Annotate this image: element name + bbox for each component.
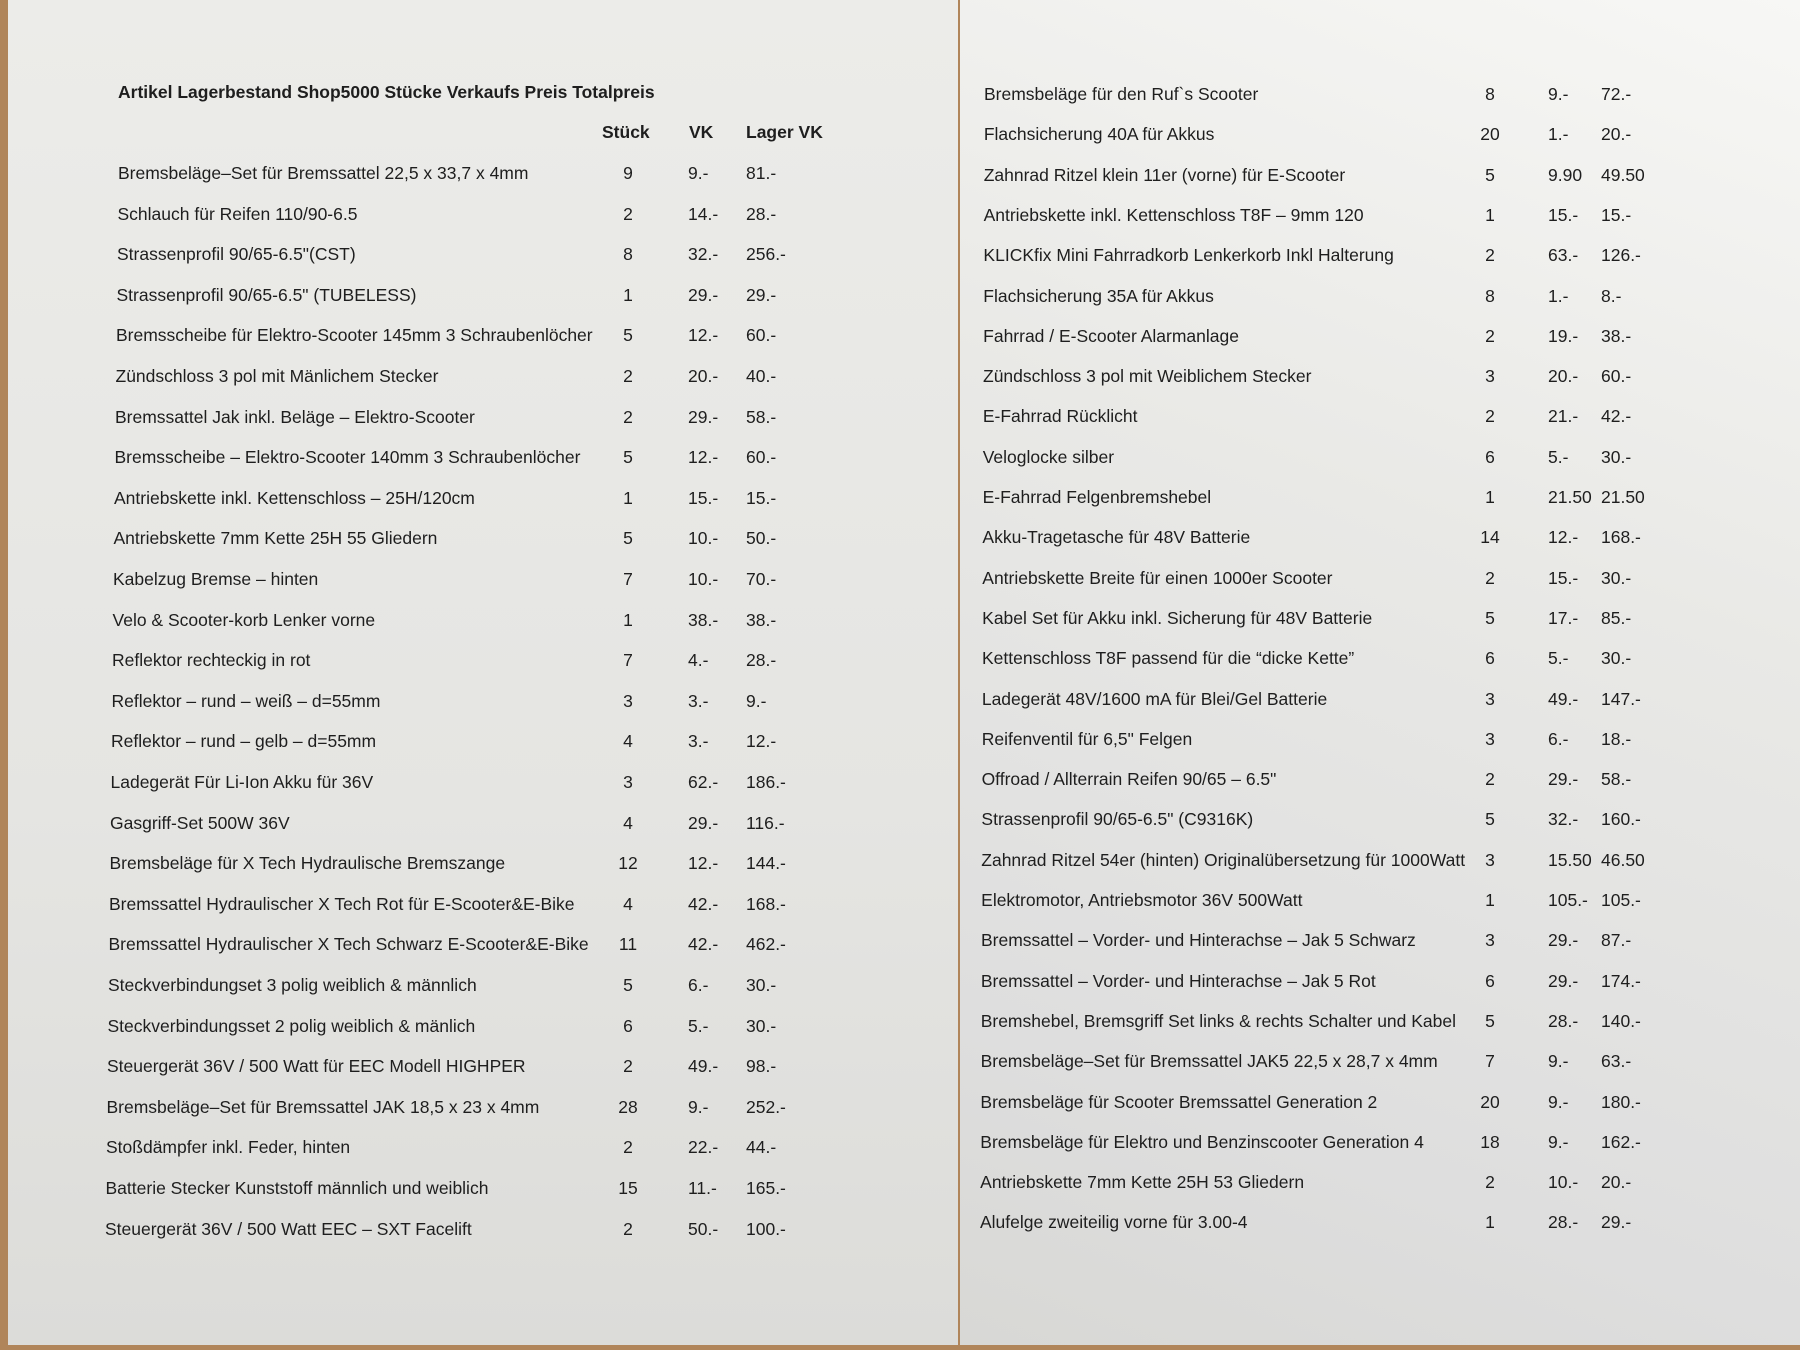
item-name: Elektromotor, Antriebsmotor 36V 500Watt — [981, 890, 1303, 910]
item-qty: 2 — [623, 1218, 633, 1239]
item-qty: 9 — [623, 163, 633, 183]
item-total: 30.- — [746, 1015, 777, 1036]
item-price: 42.- — [688, 893, 719, 914]
item-total: 21.50 — [1601, 487, 1645, 507]
item-qty: 6 — [623, 1015, 633, 1036]
table-row — [960, 527, 1800, 567]
table-row — [8, 244, 958, 284]
item-name: Bremsbeläge–Set für Bremssattel JAK 18,5 x 23 x 4mm — [106, 1096, 540, 1117]
item-price: 6.- — [688, 975, 709, 995]
item-name: Ladegerät 48V/1600 mA für Blei/Gel Batterie — [981, 688, 1328, 709]
item-total: 85.- — [1601, 607, 1632, 628]
item-price: 12.- — [688, 853, 719, 874]
item-name: Akku-Tragetasche für 48V Batterie — [982, 527, 1251, 548]
item-total: 174.- — [1601, 970, 1641, 991]
item-price: 29.- — [1548, 930, 1579, 951]
table-row — [960, 648, 1800, 688]
item-qty: 5 — [623, 975, 633, 995]
item-total: 162.- — [1601, 1131, 1641, 1152]
item-name: E-Fahrrad Rücklicht — [982, 406, 1138, 427]
table-row — [8, 813, 958, 853]
item-total: 60.- — [746, 447, 777, 468]
table-row — [960, 487, 1800, 527]
item-qty: 2 — [1485, 769, 1495, 790]
item-total: 50.- — [746, 528, 777, 549]
item-total: 81.- — [746, 163, 777, 183]
item-qty: 6 — [1485, 970, 1495, 991]
item-name: Fahrrad / E-Scooter Alarmanlage — [983, 325, 1239, 346]
item-qty: 3 — [1485, 728, 1495, 749]
item-name: Flachsicherung 40A für Akkus — [983, 124, 1215, 145]
item-qty: 1 — [623, 609, 633, 630]
table-row — [8, 285, 958, 325]
item-qty: 1 — [623, 487, 633, 508]
item-price: 10.- — [688, 569, 719, 589]
table-row — [960, 1051, 1800, 1091]
item-total: 49.50 — [1601, 164, 1645, 185]
item-price: 1.- — [1548, 124, 1569, 145]
item-total: 44.- — [746, 1137, 777, 1158]
item-total: 15.- — [746, 487, 777, 508]
item-name: Bremsbeläge–Set für Bremssattel JAK5 22,5 x 28,7 x 4mm — [980, 1051, 1438, 1072]
item-price: 10.- — [1548, 1172, 1579, 1193]
item-qty: 2 — [623, 366, 633, 386]
table-row — [8, 691, 958, 731]
column-header-qty: Stück — [602, 122, 650, 142]
item-total: 100.- — [746, 1218, 786, 1239]
item-name: Reflektor – rund – weiß – d=55mm — [111, 690, 381, 711]
left-page — [8, 0, 958, 1345]
item-price: 28.- — [1548, 1212, 1579, 1233]
item-name: Bremsscheibe für Elektro-Scooter 145mm 3 Schraubenlöcher — [116, 325, 593, 346]
item-qty: 7 — [623, 569, 633, 589]
table-row — [960, 286, 1800, 326]
table-row — [960, 245, 1800, 285]
item-name: Velo & Scooter-korb Lenker vorne — [112, 609, 376, 630]
item-name: Bremsbeläge für den Ruf`s Scooter — [984, 84, 1259, 104]
item-name: Zündschloss 3 pol mit Weiblichem Stecker — [983, 366, 1312, 387]
item-total: 70.- — [746, 569, 777, 589]
item-qty: 1 — [1485, 1212, 1495, 1233]
table-row — [960, 124, 1800, 164]
item-qty: 5 — [623, 447, 633, 468]
item-total: 15.- — [1601, 204, 1632, 225]
table-row — [8, 610, 958, 650]
item-qty: 2 — [1485, 1172, 1495, 1193]
item-qty: 2 — [623, 203, 633, 224]
table-row — [960, 1212, 1800, 1252]
item-qty: 3 — [1485, 849, 1495, 870]
table-row — [960, 326, 1800, 366]
item-price: 5.- — [1548, 648, 1569, 669]
item-total: 186.- — [746, 772, 786, 792]
table-row — [8, 1137, 958, 1177]
item-price: 21.- — [1548, 406, 1579, 427]
item-total: 87.- — [1601, 930, 1632, 951]
table-row — [8, 528, 958, 568]
item-total: 105.- — [1601, 890, 1641, 910]
item-qty: 2 — [623, 1137, 633, 1158]
item-qty: 20 — [1480, 124, 1500, 145]
item-price: 3.- — [688, 731, 709, 752]
item-price: 5.- — [1548, 446, 1569, 467]
table-row — [960, 608, 1800, 648]
item-total: 9.- — [746, 690, 767, 711]
item-name: Kettenschloss T8F passend für die “dicke Kette” — [982, 648, 1355, 669]
item-price: 29.- — [1548, 769, 1579, 790]
item-name: Bremsscheibe – Elektro-Scooter 140mm 3 Schraubenlöcher — [114, 447, 581, 468]
table-row — [8, 569, 958, 609]
item-total: 462.- — [746, 934, 786, 955]
item-total: 40.- — [746, 366, 777, 386]
item-price: 29.- — [688, 406, 719, 427]
item-name: Bremsbeläge–Set für Bremssattel 22,5 x 33,7 x 4mm — [118, 163, 529, 183]
item-price: 29.- — [688, 284, 719, 305]
item-total: 38.- — [746, 609, 777, 630]
table-row — [960, 1132, 1800, 1172]
item-name: Stoßdämpfer inkl. Feder, hinten — [106, 1137, 351, 1158]
item-name: Reifenventil für 6,5" Felgen — [981, 728, 1193, 749]
item-name: Kabel Set für Akku inkl. Sicherung für 48V Batterie — [982, 607, 1373, 628]
item-qty: 5 — [1485, 607, 1495, 628]
document-title: Artikel Lagerbestand Shop5000 Stücke Verkaufs Preis Totalpreis — [118, 82, 655, 102]
item-qty: 5 — [1485, 1010, 1495, 1031]
item-total: 28.- — [746, 650, 777, 671]
column-header-total: Lager VK — [746, 122, 823, 142]
item-price: 6.- — [1548, 728, 1569, 749]
item-name: Bremsbeläge für X Tech Hydraulische Bremszange — [109, 853, 506, 874]
item-price: 12.- — [1548, 527, 1579, 548]
item-qty: 2 — [623, 406, 633, 427]
table-row — [8, 204, 958, 244]
table-row — [960, 809, 1800, 849]
item-price: 9.- — [1548, 84, 1569, 104]
table-row — [960, 205, 1800, 245]
item-name: Reflektor – rund – gelb – d=55mm — [111, 731, 377, 752]
table-row — [8, 772, 958, 812]
item-name: Antriebskette 7mm Kette 25H 53 Gliedern — [980, 1172, 1305, 1193]
item-price: 38.- — [688, 609, 719, 630]
table-row — [960, 930, 1800, 970]
item-price: 17.- — [1548, 607, 1579, 628]
item-qty: 8 — [1485, 84, 1495, 104]
item-total: 168.- — [1601, 527, 1641, 548]
item-name: Bremshebel, Bremsgriff Set links & rechts Schalter und Kabel — [980, 1010, 1457, 1031]
table-row — [960, 689, 1800, 729]
item-name: Bremssattel – Vorder- und Hinterachse – Jak 5 Rot — [980, 970, 1376, 991]
table-row — [960, 971, 1800, 1011]
item-name: Steuergerät 36V / 500 Watt für EEC Modell HIGHPER — [107, 1056, 526, 1077]
item-qty: 1 — [1485, 487, 1495, 507]
item-name: Batterie Stecker Kunststoff männlich und weiblich — [105, 1178, 489, 1198]
item-name: Steuergerät 36V / 500 Watt EEC – SXT Facelift — [105, 1218, 472, 1239]
item-total: 256.- — [746, 244, 786, 265]
item-price: 15.- — [1548, 567, 1579, 588]
item-qty: 4 — [623, 731, 633, 752]
item-total: 144.- — [746, 853, 786, 874]
item-price: 32.- — [1548, 809, 1579, 830]
item-qty: 6 — [1485, 648, 1495, 669]
item-total: 28.- — [746, 203, 777, 224]
table-row — [8, 366, 958, 406]
table-row — [8, 975, 958, 1015]
item-name: Gasgriff-Set 500W 36V — [110, 812, 290, 833]
item-qty: 11 — [618, 934, 638, 955]
item-price: 62.- — [688, 772, 719, 792]
item-qty: 4 — [623, 893, 633, 914]
table-row — [960, 769, 1800, 809]
item-qty: 15 — [618, 1178, 638, 1198]
item-qty: 2 — [1485, 406, 1495, 427]
item-price: 12.- — [688, 447, 719, 468]
item-name: Bremssattel – Vorder- und Hinterachse – Jak 5 Schwarz — [981, 930, 1416, 951]
item-name: Zahnrad Ritzel 54er (hinten) Originalübersetzung für 1000Watt — [981, 849, 1466, 870]
item-total: 42.- — [1601, 406, 1632, 427]
item-qty: 3 — [1485, 366, 1495, 387]
item-name: Bremsbeläge für Elektro und Benzinscooter Generation 4 — [980, 1131, 1424, 1152]
item-qty: 5 — [623, 325, 633, 346]
item-total: 60.- — [746, 325, 777, 346]
item-price: 9.- — [688, 163, 709, 183]
item-total: 63.- — [1601, 1051, 1632, 1072]
item-total: 165.- — [746, 1178, 786, 1198]
item-total: 30.- — [746, 975, 777, 995]
item-qty: 3 — [623, 690, 633, 711]
item-qty: 3 — [623, 772, 633, 792]
item-price: 5.- — [688, 1015, 709, 1036]
item-price: 50.- — [688, 1218, 719, 1239]
item-total: 12.- — [746, 731, 777, 752]
item-qty: 18 — [1480, 1131, 1500, 1152]
item-total: 168.- — [746, 893, 786, 914]
item-total: 30.- — [1601, 446, 1632, 467]
table-row — [8, 163, 958, 203]
table-row — [960, 84, 1800, 124]
item-price: 9.- — [1548, 1131, 1569, 1152]
item-total: 140.- — [1601, 1010, 1641, 1031]
table-row — [960, 406, 1800, 446]
table-row — [960, 729, 1800, 769]
item-name: Bremssattel Hydraulischer X Tech Schwarz E-Scooter&E-Bike — [108, 934, 589, 955]
item-total: 147.- — [1601, 688, 1641, 709]
item-qty: 6 — [1485, 446, 1495, 467]
table-row — [960, 1011, 1800, 1051]
item-total: 29.- — [1601, 1212, 1632, 1233]
item-total: 20.- — [1601, 1172, 1632, 1193]
item-name: Antriebskette 7mm Kette 25H 55 Gliedern — [113, 528, 438, 549]
item-name: Zahnrad Ritzel klein 11er (vorne) für E-Scooter — [983, 164, 1346, 185]
table-row — [8, 407, 958, 447]
item-price: 9.90 — [1548, 164, 1583, 185]
table-row — [960, 890, 1800, 930]
item-price: 1.- — [1548, 285, 1569, 306]
item-price: 9.- — [1548, 1091, 1569, 1112]
item-qty: 2 — [1485, 245, 1495, 266]
item-name: Strassenprofil 90/65-6.5" (TUBELESS) — [116, 284, 417, 305]
table-row — [8, 325, 958, 365]
item-name: Veloglocke silber — [982, 446, 1115, 467]
item-qty: 20 — [1480, 1091, 1500, 1112]
item-total: 29.- — [746, 284, 777, 305]
item-price: 105.- — [1548, 890, 1588, 910]
item-name: Schlauch für Reifen 110/90-6.5 — [117, 203, 358, 224]
item-qty: 3 — [1485, 688, 1495, 709]
item-name: Antriebskette Breite für einen 1000er Scooter — [982, 567, 1333, 588]
item-price: 42.- — [688, 934, 719, 955]
item-price: 19.- — [1548, 325, 1579, 346]
item-qty: 5 — [1485, 809, 1495, 830]
item-qty: 5 — [1485, 164, 1495, 185]
item-qty: 1 — [1485, 204, 1495, 225]
table-row — [960, 165, 1800, 205]
item-name: Reflektor rechteckig in rot — [112, 650, 311, 671]
table-row — [960, 850, 1800, 890]
item-name: Bremsbeläge für Scooter Bremssattel Generation 2 — [980, 1091, 1378, 1112]
item-price: 32.- — [688, 244, 719, 265]
item-name: Antriebskette inkl. Kettenschloss T8F – 9mm 120 — [983, 204, 1364, 225]
item-total: 126.- — [1601, 245, 1641, 266]
item-name: KLICKfix Mini Fahrradkorb Lenkerkorb Inkl Halterung — [983, 245, 1394, 266]
item-price: 49.- — [1548, 688, 1579, 709]
item-price: 49.- — [688, 1056, 719, 1077]
item-total: 98.- — [746, 1056, 777, 1077]
item-total: 58.- — [746, 406, 777, 427]
item-name: E-Fahrrad Felgenbremshebel — [982, 487, 1212, 507]
item-name: Bremssattel Hydraulischer X Tech Rot für E-Scooter&E-Bike — [109, 893, 575, 914]
item-total: 160.- — [1601, 809, 1641, 830]
item-price: 10.- — [688, 528, 719, 549]
item-total: 46.50 — [1601, 849, 1645, 870]
item-price: 29.- — [1548, 970, 1579, 991]
item-price: 3.- — [688, 690, 709, 711]
table-row — [8, 731, 958, 771]
item-qty: 12 — [618, 853, 638, 874]
item-total: 60.- — [1601, 366, 1632, 387]
item-qty: 3 — [1485, 930, 1495, 951]
item-total: 252.- — [746, 1096, 786, 1117]
item-qty: 8 — [1485, 285, 1495, 306]
item-name: Strassenprofil 90/65-6.5"(CST) — [117, 244, 356, 265]
table-row — [960, 447, 1800, 487]
item-total: 38.- — [1601, 325, 1632, 346]
item-price: 29.- — [688, 812, 719, 833]
item-qty: 1 — [623, 284, 633, 305]
item-total: 8.- — [1601, 285, 1622, 306]
table-row — [8, 1056, 958, 1096]
table-row — [8, 650, 958, 690]
item-price: 14.- — [688, 203, 719, 224]
item-qty: 2 — [623, 1056, 633, 1077]
item-total: 116.- — [746, 812, 785, 833]
table-row — [8, 488, 958, 528]
item-qty: 4 — [623, 812, 633, 833]
table-row — [8, 934, 958, 974]
item-qty: 1 — [1485, 890, 1495, 910]
item-qty: 7 — [623, 650, 633, 671]
item-price: 21.50 — [1548, 487, 1592, 507]
item-name: Alufelge zweiteilig vorne für 3.00-4 — [980, 1212, 1248, 1233]
table-row — [8, 1097, 958, 1137]
table-row — [8, 447, 958, 487]
table-row — [8, 894, 958, 934]
item-name: Antriebskette inkl. Kettenschloss – 25H/120cm — [114, 487, 475, 508]
table-row — [8, 1178, 958, 1218]
item-name: Kabelzug Bremse – hinten — [113, 569, 319, 589]
table-row — [960, 1172, 1800, 1212]
item-name: Steckverbindungsset 2 polig weiblich & mänlich — [107, 1015, 476, 1036]
item-price: 15.50 — [1548, 849, 1592, 870]
item-price: 9.- — [688, 1096, 709, 1117]
item-total: 18.- — [1601, 728, 1632, 749]
item-price: 15.- — [688, 487, 719, 508]
item-qty: 14 — [1480, 527, 1500, 548]
item-price: 20.- — [688, 366, 719, 386]
table-row — [960, 568, 1800, 608]
item-qty: 28 — [618, 1096, 638, 1117]
item-qty: 5 — [623, 528, 633, 549]
column-header-price: VK — [689, 122, 714, 142]
table-row — [8, 1016, 958, 1056]
item-qty: 7 — [1485, 1051, 1495, 1072]
item-name: Offroad / Allterrain Reifen 90/65 – 6.5" — [981, 769, 1277, 790]
item-price: 28.- — [1548, 1010, 1579, 1031]
item-price: 4.- — [688, 650, 709, 671]
item-total: 20.- — [1601, 124, 1632, 145]
item-total: 180.- — [1601, 1091, 1641, 1112]
item-name: Flachsicherung 35A für Akkus — [983, 285, 1214, 306]
item-name: Strassenprofil 90/65-6.5" (C9316K) — [981, 809, 1254, 830]
table-row — [960, 366, 1800, 406]
right-page — [960, 0, 1800, 1345]
item-total: 30.- — [1601, 648, 1632, 669]
item-name: Zündschloss 3 pol mit Mänlichem Stecker — [115, 366, 439, 386]
item-total: 58.- — [1601, 769, 1632, 790]
item-price: 12.- — [688, 325, 719, 346]
item-name: Ladegerät Für Li-Ion Akku für 36V — [110, 772, 374, 792]
item-qty: 8 — [623, 244, 633, 265]
item-price: 11.- — [688, 1178, 717, 1198]
item-total: 30.- — [1601, 567, 1632, 588]
item-name: Bremssattel Jak inkl. Beläge – Elektro-Scooter — [115, 406, 475, 427]
item-price: 9.- — [1548, 1051, 1569, 1072]
item-qty: 2 — [1485, 325, 1495, 346]
item-total: 72.- — [1601, 84, 1632, 104]
item-price: 22.- — [688, 1137, 719, 1158]
table-row — [8, 1219, 958, 1259]
table-row — [8, 853, 958, 893]
item-qty: 2 — [1485, 567, 1495, 588]
item-price: 15.- — [1548, 204, 1579, 225]
item-name: Steckverbindungset 3 polig weiblich & männlich — [108, 975, 477, 995]
item-price: 63.- — [1548, 245, 1579, 266]
item-price: 20.- — [1548, 366, 1579, 387]
table-row — [960, 1092, 1800, 1132]
